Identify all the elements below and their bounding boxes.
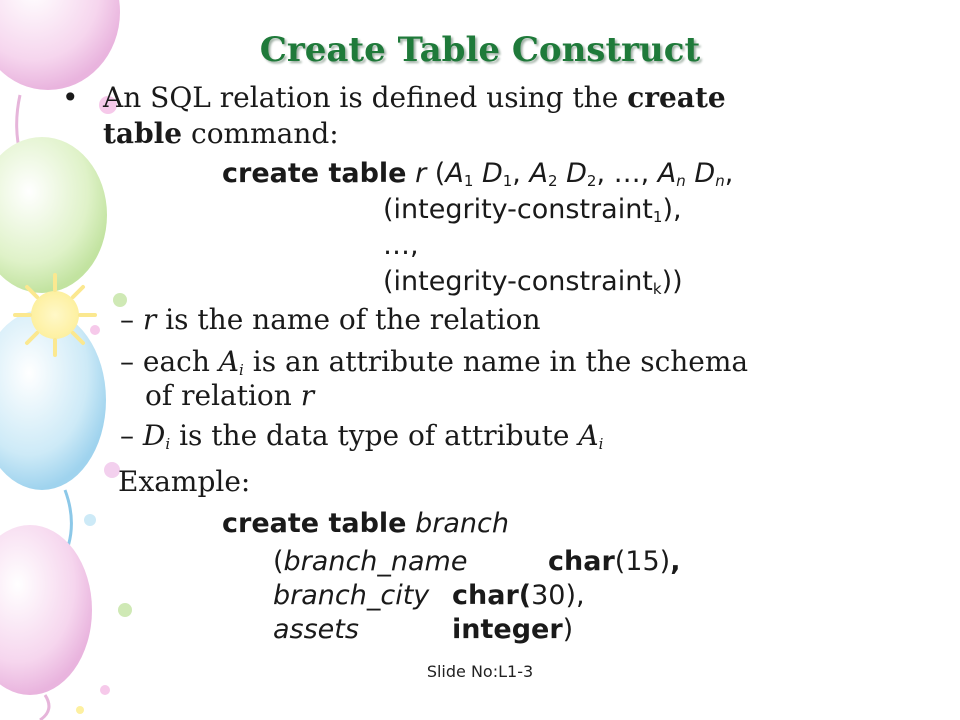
create-table-syntax: create table r ($A_1$ $D_1$, $A_2$ $D_2$, …, $A_n$ $D_n$, bbox=[222, 158, 734, 190]
slide-number-footer: Slide No:L1-3 bbox=[426, 662, 534, 681]
syntax-constraint-1: (integrity-constraint$_1$), bbox=[383, 194, 682, 226]
point-2-line-2: of relation r bbox=[145, 379, 315, 412]
point-3: – $D_i$ is the data type of attribute $A_i$ bbox=[120, 419, 604, 453]
slide-title: Create Table Construct bbox=[259, 30, 701, 70]
pink-balloon-bottom bbox=[0, 525, 92, 720]
example-row-branch-name-attr: (branch_name bbox=[273, 546, 468, 577]
yellow-star bbox=[15, 275, 95, 355]
example-create-table: create table branch bbox=[222, 508, 509, 539]
example-row-assets-attr: assets bbox=[273, 614, 359, 645]
example-row-assets-type: integer) bbox=[452, 614, 574, 645]
example-row-branch-name-type: char(15), bbox=[548, 546, 681, 577]
example-label: Example: bbox=[118, 465, 251, 498]
intro-line-1: An SQL relation is defined using the create bbox=[103, 81, 726, 114]
point-1: – r is the name of the relation bbox=[120, 303, 541, 336]
example-row-branch-city-type: char(30), bbox=[452, 580, 585, 611]
point-2-line-1: – each $A_i$ is an attribute name in the schema bbox=[120, 345, 749, 379]
intro-line-2: table command: bbox=[103, 117, 339, 150]
syntax-constraint-k: (integrity-constraint$_k$)) bbox=[383, 266, 683, 298]
syntax-ellipsis: …, bbox=[383, 230, 419, 261]
bullet-icon: • bbox=[62, 81, 79, 114]
example-row-branch-city-attr: branch_city bbox=[273, 580, 430, 611]
